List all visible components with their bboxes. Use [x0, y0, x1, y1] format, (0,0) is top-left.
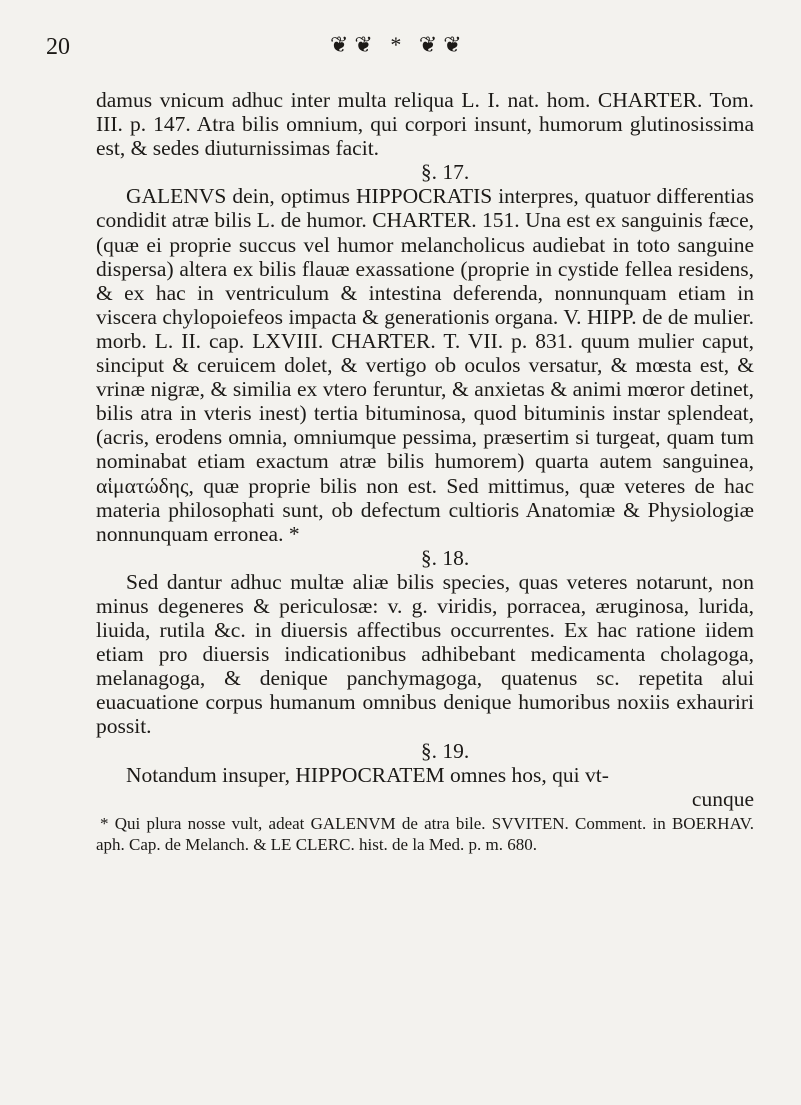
section-heading-18: §. 18.	[420, 545, 470, 570]
section-heading-17: §. 17.	[420, 160, 470, 185]
catchword: cunque	[691, 786, 754, 811]
page-number: 20	[46, 34, 70, 60]
section-heading-19: §. 19.	[420, 738, 470, 763]
paragraph-section-19: Notandum insuper, HIPPOCRATEM omnes hos, qui vt-	[126, 762, 609, 787]
header-ornament: ❦❦ * ❦❦	[330, 32, 468, 57]
paragraph-section-17: GALENVS dein, optimus HIPPOCRATIS interpres, quatuor differentias condidit atræ bilis L. de humor. CHARTER. 151. Una est ex sanguinis fæce, (quæ ei proprie succus vel humor melancholicus audiebat in toto sanguine dispersa) altera ex bilis flauæ exassatione (proprie in cystide fellea residens, & ex hac in ventriculum & intestina deferenda, nonnunquam etiam in viscera chylopoiefeos impacta & generationis organa. V. HIPP. de de mulier. morb. L. II. cap. LXVIII. CHARTER. T. VII. p. 831. quum mulier caput, sinciput & ceruicem dolet, & vertigo ob oculos versatur, & mœsta est, & vrinæ nigræ, & similia ex vtero feruntur, & anxietas & animi mœror detinet, bilis atra in vteris inest) tertia bituminosa, quod bituminis instar splendeat, (acris, erodens omnia, omniumque pessima, præsertim si turgeat, quam tum nominabat etiam exactum atræ bilis humorem) quarta autem sanguinea, αἱματώδης, quæ proprie bilis non est. Sed mittimus, quæ veteres de hac materia philosophati sunt, ob defectum cultioris Anatomiæ & Physiologiæ nonnunquam erronea. *	[96, 184, 754, 546]
main-text	[96, 88, 754, 855]
footnote: * Qui plura nosse vult, adeat GALENVM de atra bile. SVVITEN. Comment. in BOERHAV. aph. Cap. de Melanch. & LE CLERC. hist. de la Med. p. m. 680.	[96, 813, 754, 854]
page-header	[0, 34, 801, 70]
paragraph-section-18: Sed dantur adhuc multæ aliæ bilis species, quas veteres notarunt, non minus degeneres & periculosæ: v. g. viridis, porracea, æruginosa, lurida, liuida, rutila &c. in diuersis affectibus occurrentes. Ex hac ratione iidem etiam pro diuersis indicationibus adhibebant medicamenta cholagoga, melanagoga, & denique panchymagoga, quatenus sc. repetita alui euacuatione corpus humanum omnibus denique humoribus noxiis exhauriri possit.	[96, 569, 754, 739]
paragraph-continuation: damus vnicum adhuc inter multa reliqua L. I. nat. hom. CHARTER. Tom. III. p. 147. Atra bilis omnium, qui corpori insunt, humorum glutinosissima est, & sedes diuturnissimas facit.	[96, 88, 754, 161]
